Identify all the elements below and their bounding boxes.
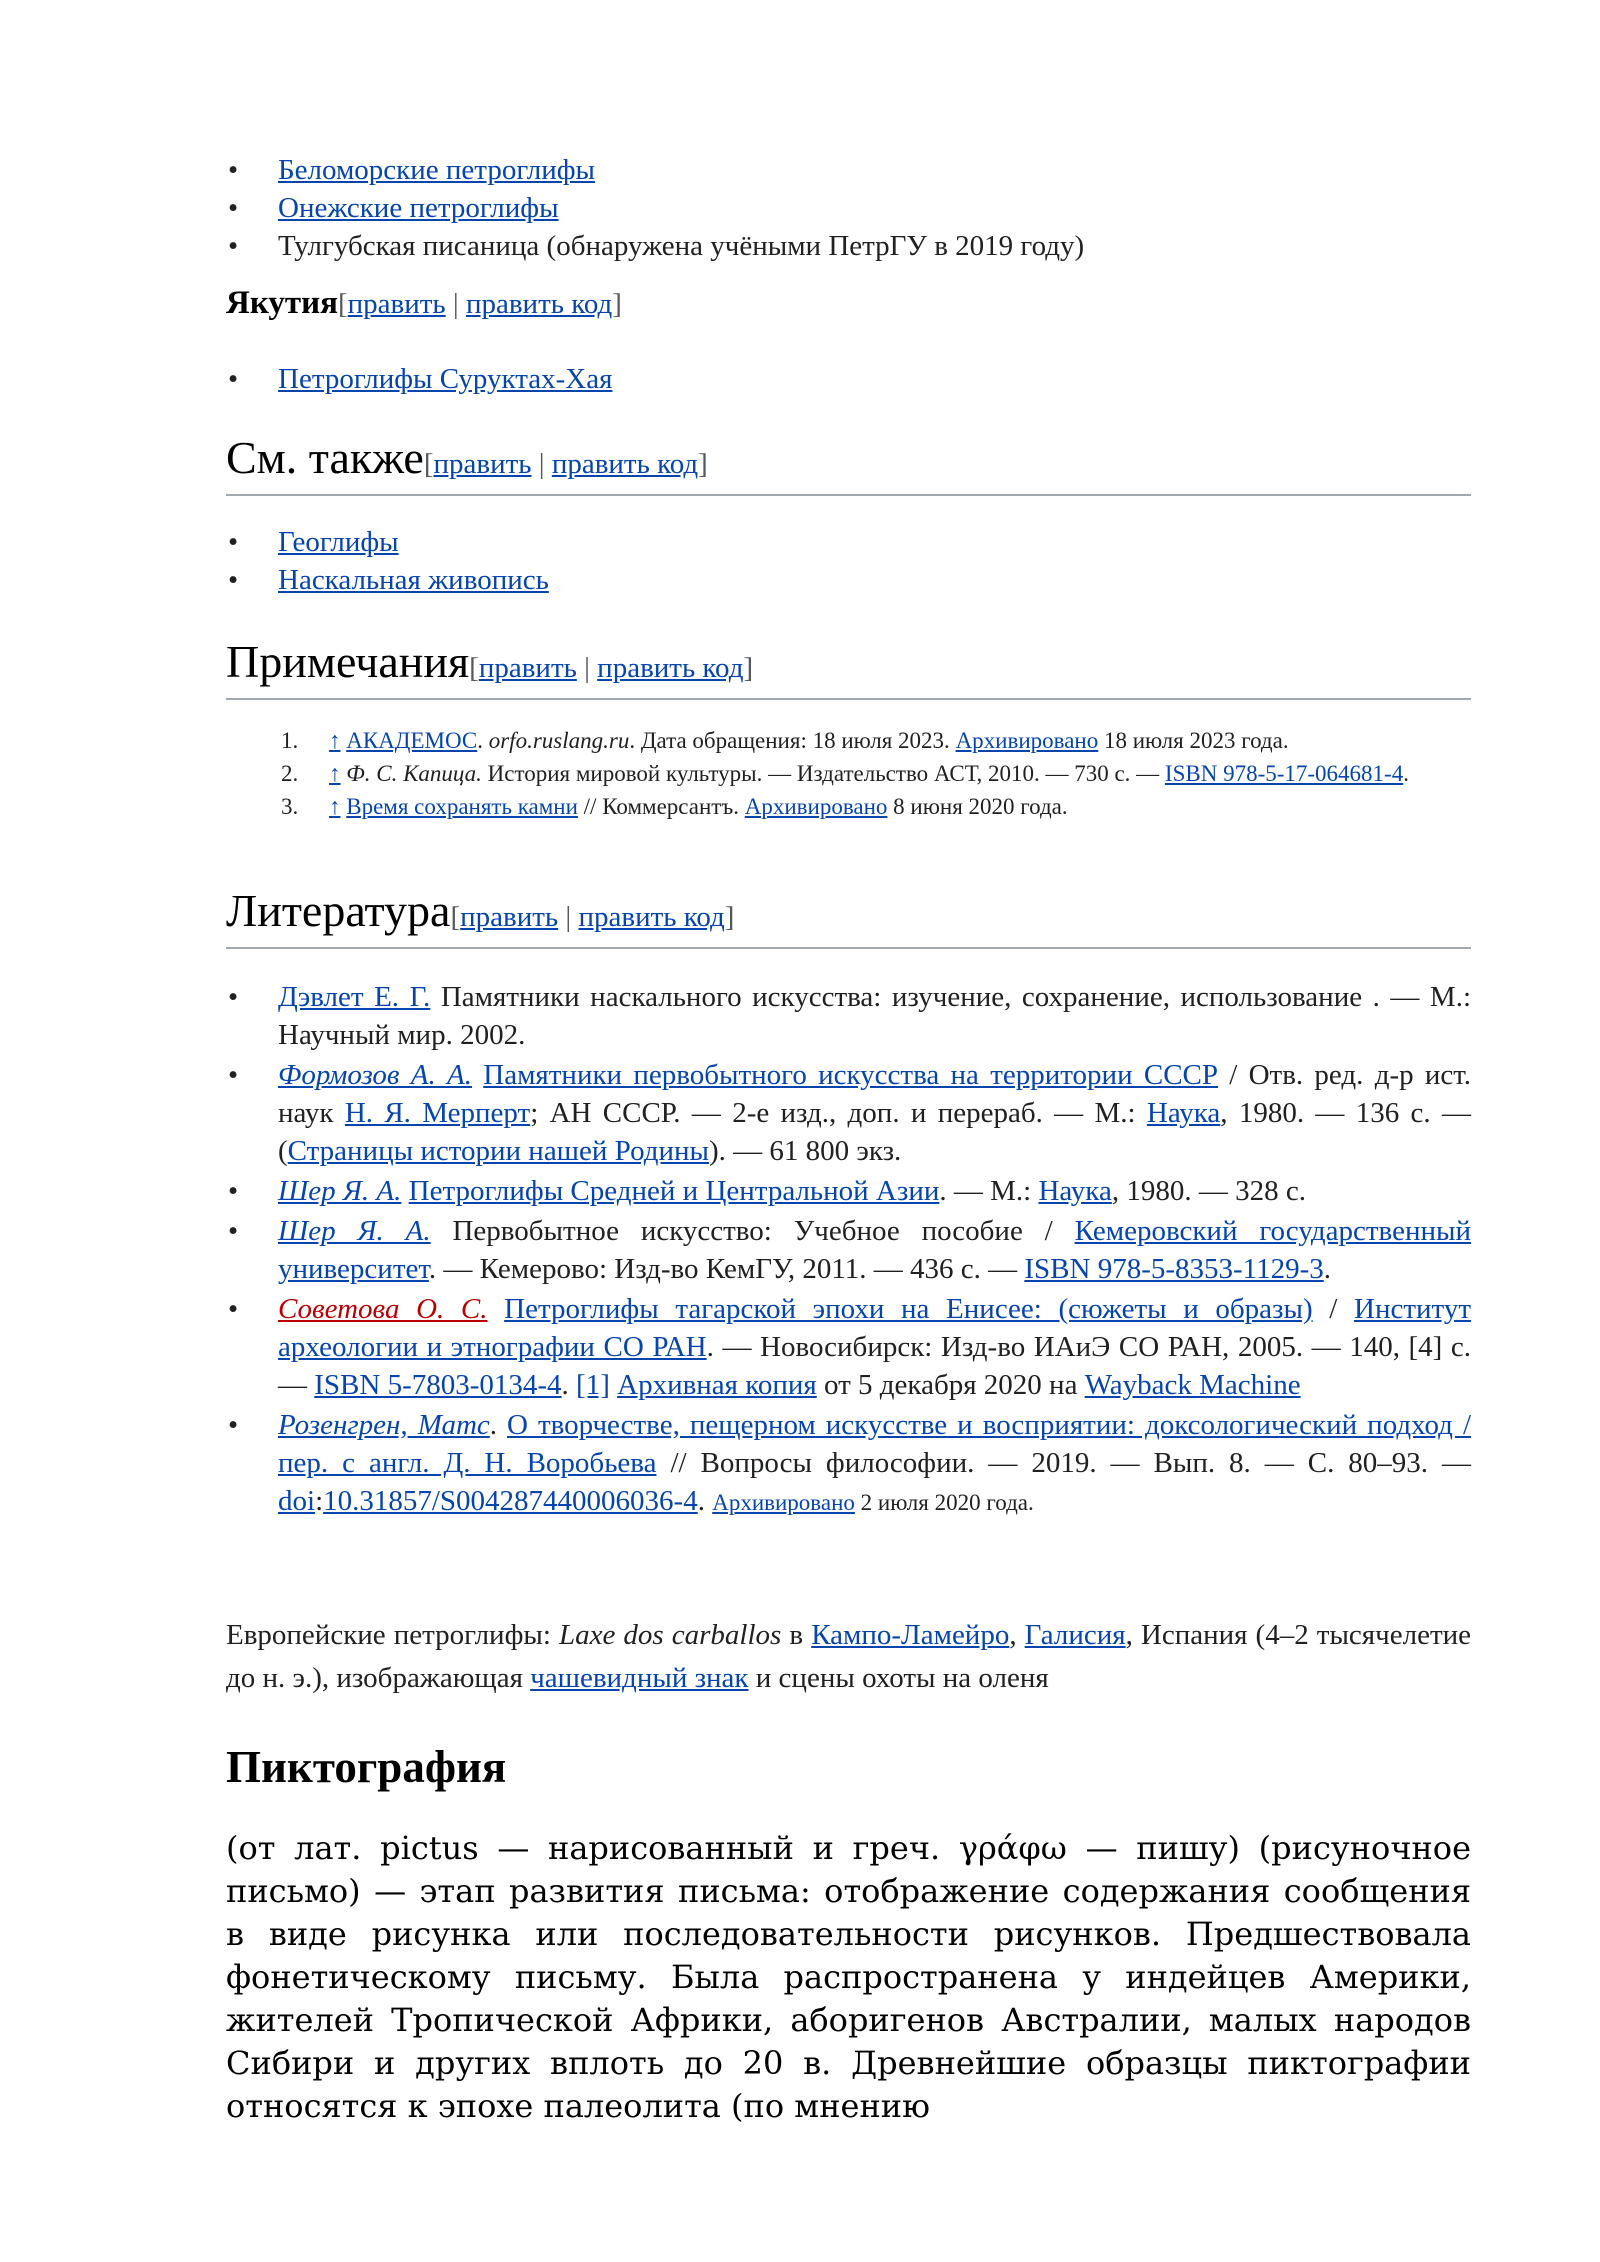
bibliography-item: • Шер Я. А. Петроглифы Средней и Центральной Азии. — М.: Наука, 1980. — 328 с. [226,1172,1471,1210]
edit-code-link[interactable]: править код [551,448,699,480]
author-link[interactable]: Розенгрен, Матс [278,1409,490,1441]
tulguba-text: Тулгубская писаница (обнаружена учёными ПетрГУ в 2019 году) [278,230,1085,262]
bibliography-item: • Дэвлет Е. Г. Памятники наскального искусства: изучение, сохранение, использование . — М.: Научный мир. 2002. [226,978,1471,1054]
cup-mark-link[interactable]: чашевидный знак [530,1662,749,1694]
article-title-link[interactable]: О творчестве, пещерном искусстве и восприятии: доксологический подход / пер. с англ. Д. Н. Воробьева [278,1409,1472,1479]
edit-section: [править | править код] [423,448,708,480]
reference-item: 2. ↑ Ф. С. Капица. История мировой культуры. — Издательство АСТ, 2010. — 730 с. — ISBN 978-5-17-064681-4. [281,761,1409,786]
archive-link[interactable]: Архивировано [744,794,888,819]
list-item[interactable] [226,151,1471,189]
isbn-link[interactable]: ISBN 5-7803-0134-4 [314,1369,562,1401]
author-link[interactable]: Шер Я. А. [278,1175,402,1207]
edit-link[interactable]: править [347,288,446,320]
isbn-link[interactable]: ISBN 978-5-8353-1129-3 [1024,1253,1324,1285]
references-list [226,725,1471,822]
list-item[interactable] [226,523,1471,561]
see-also-list [226,523,1471,599]
pictography-paragraph: (от лат. pictus — нарисованный и греч. γράφω — пишу) (рисуночное письмо) — этап развития письма: отображение содержания сообщения в виде рисунка или последовательности рисунков. Предшествовала фонетическому письму. Была распространена у индейцев Америки, жителей Тропической Африки, аборигенов Австралии, малых народов Сибири и других вплоть до 20 в. Древнейшие образцы пиктографии относятся к эпохе палеолита (по мнению [226,1829,1471,2125]
belomorsk-link[interactable]: Беломорские петроглифы [278,154,596,186]
editor-link[interactable]: Н. Я. Мерперт [344,1097,531,1129]
literature-heading [226,883,1471,949]
doi-value-link[interactable]: 10.31857/S004287440006036-4 [323,1485,698,1517]
isbn-link[interactable]: ISBN 978-5-17-064681-4 [1164,761,1404,786]
petroglyph-list [226,151,1471,265]
publisher-link[interactable]: Наука [1038,1175,1112,1207]
kommersant-link[interactable]: Время сохранять камни [346,794,578,819]
edit-code-link[interactable]: править код [578,901,725,933]
author-link[interactable]: Дэвлет Е. Г. [278,981,431,1013]
external-ref-link[interactable]: [1] [576,1369,610,1401]
edit-section: [править | править код] [450,901,735,933]
edit-code-link[interactable]: править код [465,288,613,320]
author-redlink[interactable]: Советова О. С. [278,1293,488,1325]
reference-item: 1. ↑ АКАДЕМОС. orfo.ruslang.ru. Дата обращения: 18 июля 2023. Архивировано 18 июля 2023 года. [281,728,1289,753]
surukhtakh-link[interactable]: Петроглифы Суруктах-Хая [278,363,613,395]
literature-title: Литература [226,885,451,936]
bibliography-item: • Советова О. С. Петроглифы тагарской эпохи на Енисее: (сюжеты и образы) / Институт археологии и этнографии СО РАН. — Новосибирск: Изд-во ИАиЭ СО РАН, 2005. — 140, [4] с. — ISBN 5-7803-0134-4. [1] Архивная копия от 5 декабря 2020 на Wayback Machine [226,1290,1471,1404]
ref-author: Ф. С. Капица. [346,761,482,786]
author-link[interactable]: Формозов А. А. [278,1059,472,1091]
list-item[interactable] [226,189,1471,227]
wayback-link[interactable]: Wayback Machine [1084,1369,1301,1401]
bibliography-item: • Розенгрен, Матс. О творчестве, пещерном искусстве и восприятии: доксологический подход / пер. с англ. Д. Н. Воробьева // Вопросы философии. — 2019. — Вып. 8. — С. 80–93. — doi:10.31857/S004287440006036-4. Архивировано 2 июля 2020 года. [226,1406,1471,1522]
bibliography-list [226,978,1471,1522]
series-link[interactable]: Страницы истории нашей Родины [287,1135,710,1167]
yakutia-heading [226,282,622,325]
galicia-link[interactable]: Галисия [1024,1619,1126,1651]
site-name: orfo.ruslang.ru [488,728,630,753]
geoglyphs-link[interactable]: Геоглифы [278,526,399,558]
edit-link[interactable]: править [478,652,577,684]
university-link[interactable]: Кемеровский государственный университет [278,1215,1471,1285]
akademos-link[interactable]: АКАДЕМОС [346,728,478,753]
caption-em: Laxe dos carballos [558,1619,782,1651]
edit-link[interactable]: править [433,448,532,480]
publisher-link[interactable]: Наука [1146,1097,1221,1129]
edit-section: [править | править код] [337,288,622,320]
archive-copy-link[interactable]: Архивная копия [617,1369,817,1401]
list-item[interactable] [226,360,1471,398]
author-link[interactable]: Шер Я. А. [278,1215,431,1247]
book-title-link[interactable]: Памятники первобытного искусства на территории СССР [483,1059,1219,1091]
book-title-link[interactable]: Петроглифы тагарской эпохи на Енисее: (сюжеты и образы) [504,1293,1313,1325]
notes-heading [226,634,1471,700]
archive-link[interactable]: Архивировано [712,1490,855,1515]
onega-link[interactable]: Онежские петроглифы [278,192,559,224]
pictography-heading: Пиктография [226,1742,507,1792]
edit-section: [править | править код] [469,652,754,684]
backref-arrow[interactable]: ↑ [329,761,341,786]
archive-link[interactable]: Архивировано [955,728,1099,753]
bibliography-item: • Формозов А. А. Памятники первобытного искусства на территории СССР / Отв. ред. д-р ист. наук Н. Я. Мерперт; АН СССР. — 2-е изд., доп. и перераб. — М.: Наука, 1980. — 136 с. — (Страницы истории нашей Родины). — 61 800 экз. [226,1056,1471,1170]
doi-link[interactable]: doi [278,1485,316,1517]
backref-arrow[interactable]: ↑ [329,794,341,819]
list-item [226,227,1471,265]
rock-painting-link[interactable]: Наскальная живопись [278,564,549,596]
list-item[interactable] [226,561,1471,599]
institute-link[interactable]: Институт археологии и этнографии СО РАН [278,1293,1471,1363]
edit-link[interactable]: править [460,901,559,933]
campo-lameiro-link[interactable]: Кампо-Ламейро [811,1619,1010,1651]
yakutia-title: Якутия [226,285,338,321]
bibliography-item: • Шер Я. А. Первобытное искусство: Учебное пособие / Кемеровский государственный университет. — Кемерово: Изд-во КемГУ, 2011. — 436 с. — ISBN 978-5-8353-1129-3. [226,1212,1471,1288]
see-also-heading [226,430,1471,496]
book-title-link[interactable]: Петроглифы Средней и Центральной Азии [408,1175,940,1207]
notes-title: Примечания [226,636,470,687]
image-caption: Европейские петроглифы: Laxe dos carballos в Кампо-Ламейро, Галисия, Испания (4–2 тысячелетие до н. э.), изображающая чашевидный знак и сцены охоты на оленя [226,1619,1472,1694]
backref-arrow[interactable]: ↑ [329,728,341,753]
yakutia-list [226,360,1471,398]
see-also-title: См. также [226,432,424,483]
edit-code-link[interactable]: править код [597,652,744,684]
reference-item: 3. ↑ Время сохранять камни // Коммерсантъ. Архивировано 8 июня 2020 года. [281,794,1068,819]
